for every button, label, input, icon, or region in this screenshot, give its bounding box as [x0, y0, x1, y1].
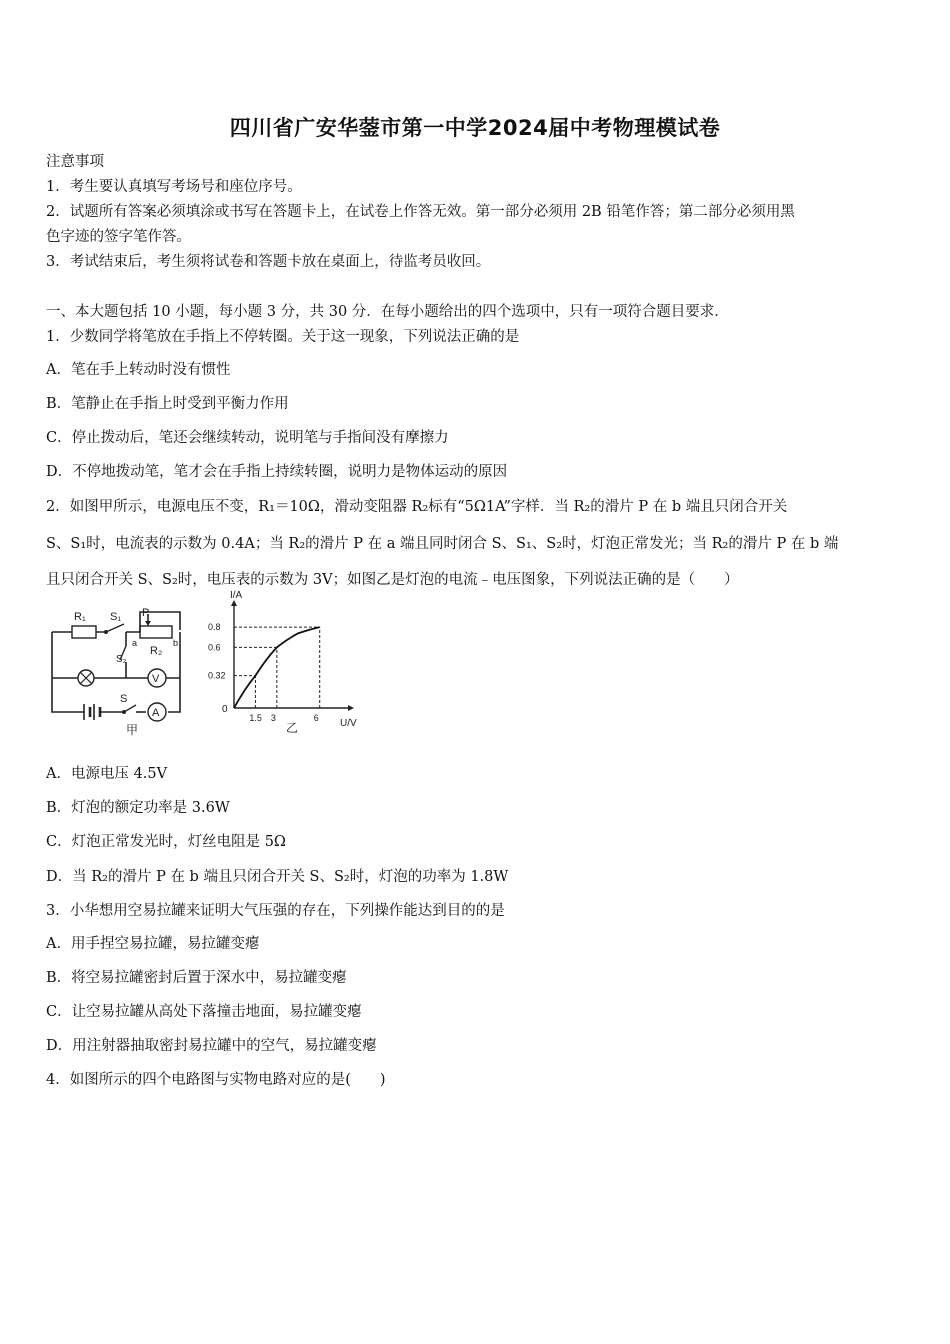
y-tick-label: 0.6	[208, 642, 221, 653]
r1-resistor	[72, 626, 96, 638]
question-3-stem: 3．小华想用空易拉罐来证明大气压强的存在，下列操作能达到目的的是	[46, 903, 505, 919]
voltmeter-label: V	[152, 673, 160, 685]
s-switch	[124, 705, 136, 712]
question-2-figure	[44, 590, 364, 742]
r1-label: R₁	[74, 611, 86, 623]
question-1-option-d: D．不停地拨动笔，笔才会在手指上持续转圈，说明力是物体运动的原因	[46, 464, 508, 480]
s2-label: S₂	[116, 654, 127, 665]
question-3-option-b: B．将空易拉罐密封后置于深水中，易拉罐变瘪	[46, 970, 347, 986]
question-4-stem: 4．如图所示的四个电路图与实物电路对应的是( )	[46, 1072, 386, 1088]
question-1-stem: 1．少数同学将笔放在手指上不停转圈。关于这一现象，下列说法正确的是	[46, 329, 520, 345]
terminal-b-label: b	[173, 638, 179, 648]
question-1-option-b: B．笔静止在手指上时受到平衡力作用	[46, 396, 289, 412]
question-1-option-a: A．笔在手上转动时没有惯性	[46, 362, 231, 378]
page-title: 四川省广安华蓥市第一中学2024届中考物理模试卷	[229, 116, 721, 140]
r2-label: R₂	[150, 645, 163, 657]
x-tick-label: 3	[270, 713, 276, 723]
notice-item: 色字迹的签字笔作答。	[46, 229, 191, 245]
x-axis-label: U/V	[340, 718, 357, 729]
question-2-line-2: S、S₁时，电流表的示数为 0.4A；当 R₂的滑片 P 在 a 端且同时闭合 S、S₁、S₂时，灯泡正常发光；当 R₂的滑片 P 在 b 端	[46, 536, 839, 552]
terminal-a-label: a	[132, 638, 138, 648]
iu-graph	[208, 590, 357, 735]
slider-p-label: P	[142, 607, 150, 619]
question-3-option-c: C．让空易拉罐从高处下落撞击地面，易拉罐变瘪	[46, 1004, 362, 1020]
notice-item: 3．考试结束后，考生须将试卷和答题卡放在桌面上，待监考员收回。	[46, 254, 491, 270]
y-axis-label: I/A	[230, 590, 243, 601]
question-2-line-3: 且只闭合开关 S、S₂时，电压表的示数为 3V；如图乙是灯泡的电流﹣电压图象，下列说法正确的是（ ）	[46, 572, 739, 588]
section-header: 一、本大题包括 10 小题，每小题 3 分，共 30 分．在每小题给出的四个选项中，只有一项符合题目要求．	[46, 304, 729, 320]
x-axis-arrow	[348, 705, 354, 711]
graph-caption: 乙	[286, 721, 299, 735]
question-2-line-1: 2．如图甲所示，电源电压不变，R₁＝10Ω，滑动变阻器 R₂标有“5Ω1A”字样．当 R₂的滑片 P 在 b 端且只闭合开关	[46, 499, 788, 515]
y-tick-label: 0.8	[208, 622, 221, 633]
origin-label: 0	[222, 704, 228, 715]
x-tick-label: 6	[313, 713, 319, 723]
circuit-diagram	[52, 607, 180, 737]
question-3-option-a: A．用手捏空易拉罐，易拉罐变瘪	[46, 936, 260, 952]
notice-heading: 注意事项	[46, 154, 104, 170]
question-2-option-d: D．当 R₂的滑片 P 在 b 端且只闭合开关 S、S₂时，灯泡的功率为 1.8W	[46, 869, 509, 885]
question-3-option-d: D．用注射器抽取密封易拉罐中的空气，易拉罐变瘪	[46, 1038, 377, 1054]
question-2-option-c: C．灯泡正常发光时，灯丝电阻是 5Ω	[46, 834, 286, 850]
circuit-caption: 甲	[126, 723, 139, 737]
notice-item: 1．考生要认真填写考场号和座位序号。	[46, 179, 302, 195]
r2-rheostat	[140, 626, 172, 638]
notice-item: 2．试题所有答案必须填涂或书写在答题卡上，在试卷上作答无效。第一部分必须用 2B 铅笔作答；第二部分必须用黑	[46, 204, 795, 220]
question-1-option-c: C．停止拨动后，笔还会继续转动，说明笔与手指间没有摩擦力	[46, 430, 449, 446]
s1-switch	[106, 624, 124, 632]
ammeter-label: A	[152, 707, 160, 719]
question-2-option-b: B．灯泡的额定功率是 3.6W	[46, 800, 230, 816]
x-tick-label: 1.5	[249, 713, 262, 723]
s1-label: S₁	[110, 611, 122, 623]
s-label: S	[120, 693, 128, 705]
y-tick-label: 0.32	[208, 670, 226, 681]
question-2-option-a: A．电源电压 4.5V	[46, 766, 168, 782]
